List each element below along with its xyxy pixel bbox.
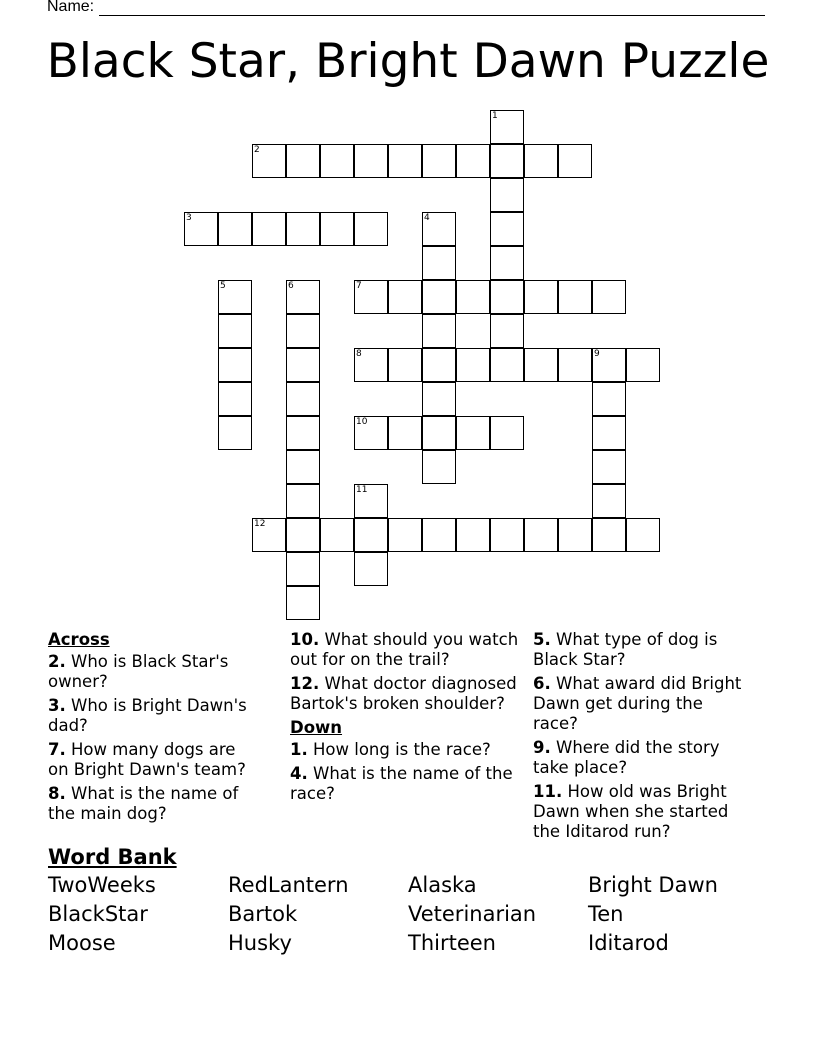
down-heading: Down [290, 718, 343, 737]
crossword-cell[interactable] [354, 212, 388, 246]
clue-number: 2 [254, 145, 260, 155]
crossword-cell[interactable] [592, 348, 626, 382]
clue-across-12: 12. What doctor diagnosed Bartok's broken shoulder? [290, 674, 517, 713]
crossword-cell[interactable] [592, 382, 626, 416]
crossword-cell[interactable] [490, 280, 524, 314]
crossword-cell[interactable] [422, 382, 456, 416]
crossword-cell[interactable] [490, 212, 524, 246]
word-bank [48, 873, 768, 955]
crossword-cell[interactable] [320, 518, 354, 552]
crossword-cell[interactable] [388, 518, 422, 552]
word-bank-item: Thirteen [408, 931, 496, 955]
page-title: Black Star, Bright Dawn Puzzle [46, 34, 770, 89]
clue-number: 5 [220, 281, 226, 291]
clue-number: 7 [356, 281, 362, 291]
word-bank-item: Veterinarian [408, 902, 537, 926]
crossword-cell[interactable] [286, 484, 320, 518]
crossword-cell[interactable] [218, 382, 252, 416]
crossword-cell[interactable] [422, 212, 456, 246]
word-bank-item: Bartok [228, 902, 298, 926]
word-bank-item: Husky [228, 931, 292, 955]
crossword-cell[interactable] [354, 552, 388, 586]
crossword-cell[interactable] [286, 348, 320, 382]
crossword-cell[interactable] [490, 314, 524, 348]
crossword-cell[interactable] [218, 416, 252, 450]
crossword-cell[interactable] [490, 348, 524, 382]
clue-across-3: 3. Who is Bright Dawn's dad? [48, 696, 247, 735]
crossword-cell[interactable] [354, 348, 388, 382]
clue-down-6: 6. What award did Bright Dawn get during the race? [533, 674, 742, 733]
clue-number: 11 [356, 485, 368, 495]
word-bank-item: TwoWeeks [48, 873, 156, 897]
clue-number: 9 [594, 349, 600, 359]
clue-number: 3 [186, 213, 192, 223]
word-bank-item: Bright Dawn [588, 873, 718, 897]
crossword-cell[interactable] [354, 144, 388, 178]
crossword-cell[interactable] [490, 144, 524, 178]
crossword-cell[interactable] [456, 518, 490, 552]
crossword-cell[interactable] [252, 212, 286, 246]
crossword-cell[interactable] [286, 280, 320, 314]
name-field [47, 0, 765, 16]
across-heading: Across [48, 630, 110, 649]
clue-down-4: 4. What is the name of the race? [290, 764, 513, 803]
clue-across-7: 7. How many dogs are on Bright Dawn's team? [48, 740, 246, 779]
crossword-cell[interactable] [354, 280, 388, 314]
crossword-cell[interactable] [422, 144, 456, 178]
crossword-cell[interactable] [184, 212, 218, 246]
crossword-cell[interactable] [286, 450, 320, 484]
crossword-cell[interactable] [388, 348, 422, 382]
crossword-cell[interactable] [218, 314, 252, 348]
crossword-cell[interactable] [354, 484, 388, 518]
clue-number: 6 [288, 281, 294, 291]
crossword-cell[interactable] [252, 144, 286, 178]
crossword-cell[interactable] [422, 348, 456, 382]
clue-number: 8 [356, 349, 362, 359]
crossword-cell[interactable] [490, 246, 524, 280]
name-label: Name: [47, 0, 95, 15]
crossword-cell[interactable] [218, 348, 252, 382]
clue-number: 4 [424, 213, 430, 223]
crossword-cell[interactable] [354, 416, 388, 450]
clue-across-8: 8. What is the name of the main dog? [48, 784, 239, 823]
crossword-cell[interactable] [456, 144, 490, 178]
name-line[interactable] [99, 1, 765, 16]
crossword-cell[interactable] [558, 348, 592, 382]
crossword-cell[interactable] [592, 518, 626, 552]
clue-down-9: 9. Where did the story take place? [533, 738, 720, 777]
clue-across-2: 2. Who is Black Star's owner? [48, 652, 229, 691]
crossword-cell[interactable] [286, 518, 320, 552]
clue-number: 12 [254, 519, 266, 529]
crossword-cell[interactable] [490, 178, 524, 212]
crossword-cell[interactable] [524, 144, 558, 178]
clue-down-11: 11. How old was Bright Dawn when she started the Iditarod run? [533, 782, 729, 841]
word-bank-item: Moose [48, 931, 116, 955]
word-bank-item: Ten [588, 902, 624, 926]
crossword-cell[interactable] [456, 280, 490, 314]
crossword-cell[interactable] [592, 450, 626, 484]
crossword-cell[interactable] [524, 518, 558, 552]
clue-number: 10 [356, 417, 368, 427]
crossword-cell[interactable] [626, 348, 660, 382]
crossword-cell[interactable] [218, 212, 252, 246]
crossword-cell[interactable] [626, 518, 660, 552]
clue-column-2 [290, 630, 526, 808]
crossword-cell[interactable] [490, 416, 524, 450]
crossword-cell[interactable] [320, 144, 354, 178]
word-bank-item: Iditarod [588, 931, 669, 955]
crossword-cell[interactable] [490, 518, 524, 552]
crossword-cell[interactable] [388, 144, 422, 178]
clue-number: 1 [492, 111, 498, 121]
crossword-cell[interactable] [354, 518, 388, 552]
crossword-cell[interactable] [422, 416, 456, 450]
crossword-cell[interactable] [422, 314, 456, 348]
clue-column-1 [48, 630, 258, 828]
crossword-cell[interactable] [320, 212, 354, 246]
crossword-cell[interactable] [456, 416, 490, 450]
crossword-cell[interactable] [286, 314, 320, 348]
crossword-cell[interactable] [286, 552, 320, 586]
crossword-cell[interactable] [422, 246, 456, 280]
crossword-cell[interactable] [558, 144, 592, 178]
crossword-cell[interactable] [524, 280, 558, 314]
crossword-cell[interactable] [524, 348, 558, 382]
crossword-cell[interactable] [592, 416, 626, 450]
crossword-cell[interactable] [592, 484, 626, 518]
crossword-cell[interactable] [558, 518, 592, 552]
crossword-cell[interactable] [286, 586, 320, 620]
crossword-cell[interactable] [422, 280, 456, 314]
crossword-cell[interactable] [388, 280, 422, 314]
crossword-cell[interactable] [286, 212, 320, 246]
crossword-cell[interactable] [388, 416, 422, 450]
crossword-cell[interactable] [456, 348, 490, 382]
crossword-cell[interactable] [286, 416, 320, 450]
word-bank-item: BlackStar [48, 902, 148, 926]
clue-across-10: 10. What should you watch out for on the trail? [290, 630, 519, 669]
crossword-cell[interactable] [286, 144, 320, 178]
clue-down-5: 5. What type of dog is Black Star? [533, 630, 718, 669]
clue-down-1: 1. How long is the race? [290, 740, 491, 759]
crossword-cell[interactable] [558, 280, 592, 314]
word-bank-title: Word Bank [48, 845, 177, 869]
crossword-cell[interactable] [252, 518, 286, 552]
crossword-cell[interactable] [218, 280, 252, 314]
crossword-cell[interactable] [422, 518, 456, 552]
crossword-cell[interactable] [422, 450, 456, 484]
word-bank-item: RedLantern [228, 873, 349, 897]
clue-column-3 [533, 630, 743, 846]
crossword-cell[interactable] [286, 382, 320, 416]
word-bank-item: Alaska [408, 873, 477, 897]
crossword-cell[interactable] [592, 280, 626, 314]
crossword-cell[interactable] [490, 110, 524, 144]
